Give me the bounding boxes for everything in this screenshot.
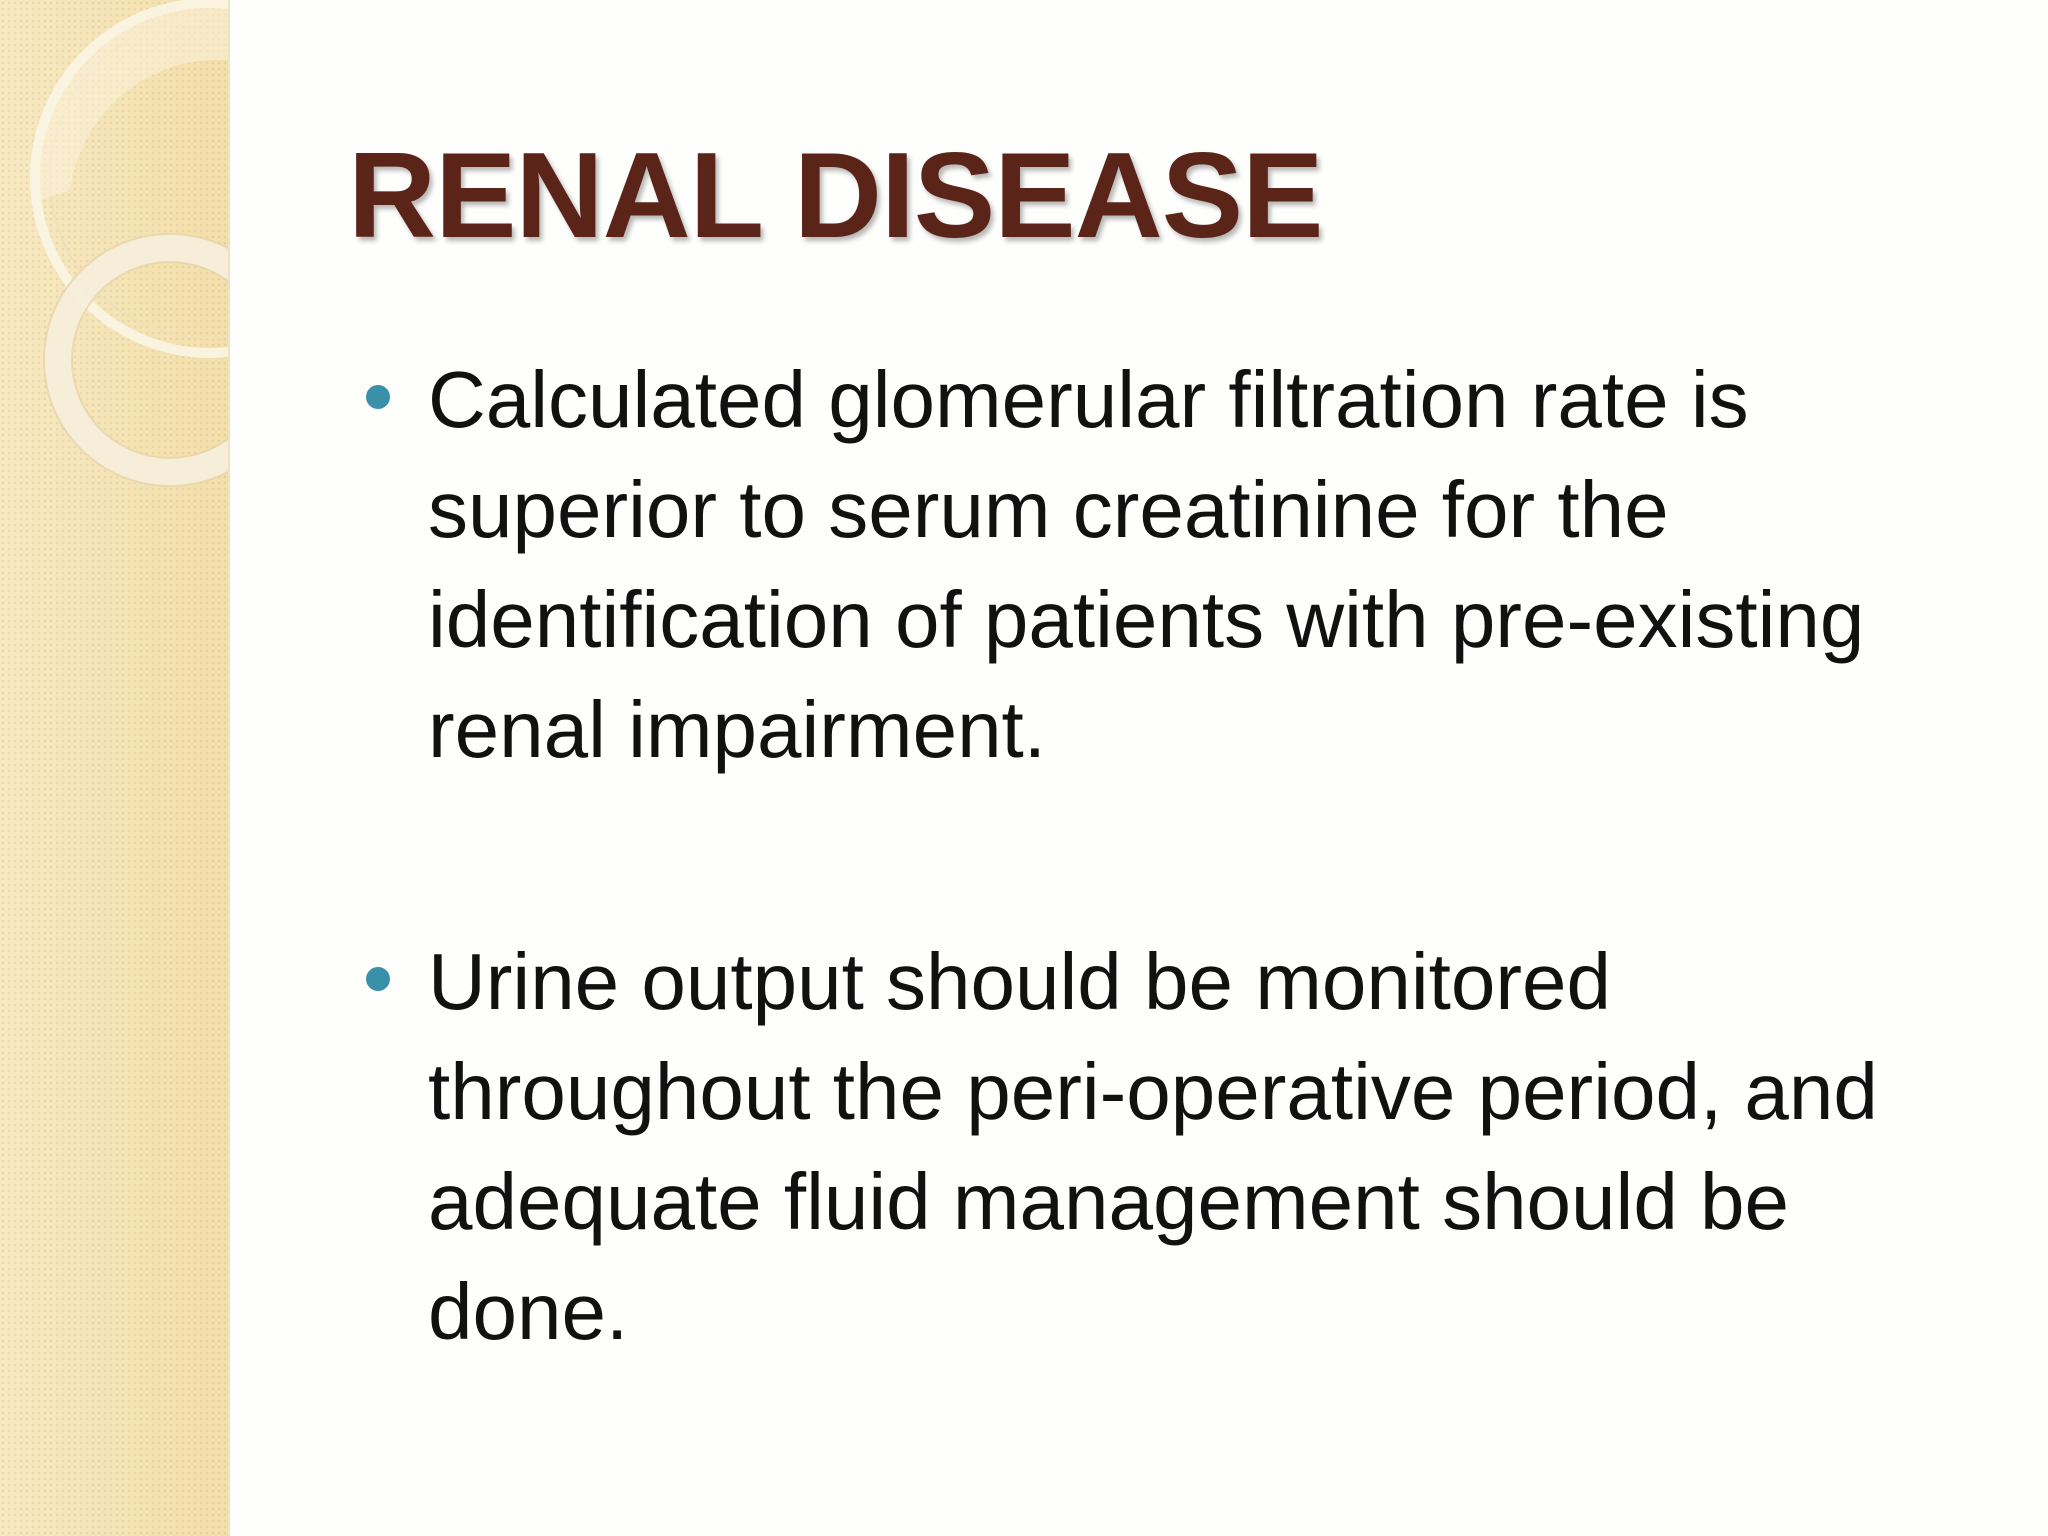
bullet-item [348,345,1988,785]
bullet-text: Urine output should be monitored throughout the peri-operative period, and adequate fluid management should be done. [428,937,1878,1356]
decorative-rings [0,0,230,520]
bullet-item [348,927,1988,1367]
decorative-side-band [0,0,230,1536]
bullet-text: Calculated glomerular filtration rate is superior to serum creatinine for the identification of patients with pre-existing renal impairment. [428,355,1865,774]
bullet-list [348,345,1988,1367]
bullet-dot-icon [366,967,390,991]
bullet-dot-icon [366,385,390,409]
slide-title: RENAL DISEASE [348,127,1323,263]
